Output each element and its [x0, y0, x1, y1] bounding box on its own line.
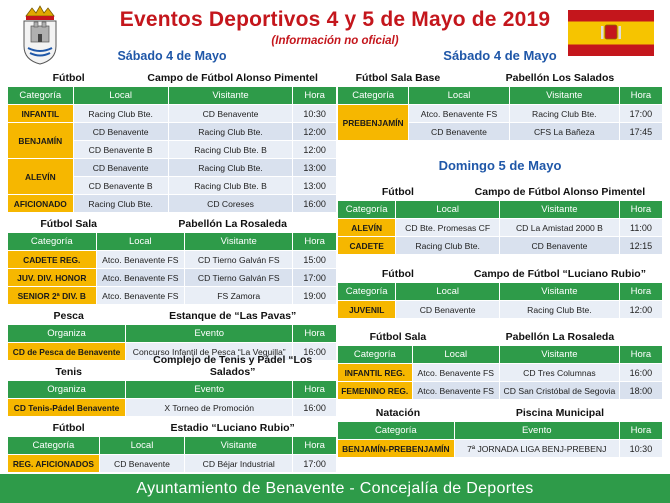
- away-team-cell: CD Béjar Industrial: [185, 455, 293, 472]
- table-header-row: [8, 233, 336, 250]
- column-header: Categoría: [8, 437, 100, 454]
- column-header: Visitante: [500, 283, 620, 300]
- section-venue: Estadio “Luciano Rubio”: [170, 422, 295, 434]
- column-header: Hora: [293, 381, 336, 398]
- time-cell: 12:00: [293, 141, 336, 158]
- time-cell: 17:45: [620, 123, 662, 140]
- column-header: Visitante: [500, 346, 620, 363]
- table-row: [338, 219, 662, 236]
- category-cell: INFANTIL: [8, 105, 74, 122]
- event-cell: Concurso Infantil de Pesca “La Veguilla”: [126, 343, 293, 360]
- away-team-cell: CD Tierno Galván FS: [185, 251, 293, 268]
- category-cell: JUV. DIV. HONOR: [8, 269, 97, 286]
- away-team-cell: CD La Amistad 2000 B: [500, 219, 620, 236]
- section-venue: Pabellón La Rosaleda: [505, 331, 615, 343]
- section-futbol-sala-rosaleda-sunday: [338, 326, 662, 400]
- section-sport: Fútbol: [381, 268, 414, 280]
- fixtures-table: [338, 282, 662, 319]
- time-cell: 19:00: [293, 287, 336, 304]
- column-header: Organiza: [8, 381, 126, 398]
- column-header: Hora: [620, 283, 662, 300]
- column-header: Local: [97, 233, 186, 250]
- date-heading: Sábado 4 de Mayo: [117, 49, 227, 63]
- date-heading: Domingo 5 de Mayo: [438, 158, 562, 173]
- section-futbol-alonso-pimentel: [8, 67, 336, 213]
- table-row: [8, 159, 336, 176]
- column-header: Evento: [126, 325, 293, 342]
- local-team-cell: CD Benavente: [100, 455, 185, 472]
- category-cell: ALEVÍN: [8, 159, 74, 194]
- category-cell: AFICIONADO: [8, 195, 74, 212]
- time-cell: 17:00: [293, 269, 336, 286]
- section-venue: Estanque de “Las Pavas”: [169, 310, 297, 322]
- section-venue: Pabellón La Rosaleda: [178, 218, 287, 230]
- table-row: [8, 287, 336, 304]
- time-cell: 18:00: [620, 382, 662, 399]
- time-cell: 12:00: [620, 301, 662, 318]
- local-team-cell: Atco. Benavente FS: [97, 269, 186, 286]
- page-title: Eventos Deportivos 4 y 5 de Mayo de 2019: [119, 8, 551, 31]
- time-cell: 16:00: [293, 343, 336, 360]
- table-row: [338, 301, 662, 318]
- table-header-row: [338, 87, 662, 104]
- category-cell: FEMENINO REG.: [338, 382, 413, 399]
- table-header-row: [8, 325, 336, 342]
- table-row: [8, 455, 336, 472]
- time-cell: 10:30: [293, 105, 336, 122]
- section-venue: Pabellón Los Salados: [505, 72, 615, 84]
- category-cell: SENIOR 2ª DIV. B: [8, 287, 97, 304]
- table-row: [8, 399, 336, 416]
- fixtures-table: [338, 86, 662, 141]
- column-header: Hora: [620, 87, 662, 104]
- column-header: Categoría: [338, 201, 396, 218]
- section-natacion: [338, 402, 662, 458]
- column-header: Categoría: [338, 346, 413, 363]
- column-header: Local: [100, 437, 185, 454]
- column-header: Evento: [455, 422, 620, 439]
- time-cell: 16:00: [293, 195, 336, 212]
- local-team-cell: CD Benavente B: [74, 141, 169, 158]
- category-cell: BENJAMÍN: [8, 123, 74, 158]
- time-cell: 17:00: [293, 455, 336, 472]
- away-team-cell: CD Tres Columnas: [500, 364, 620, 381]
- away-team-cell: CD Tierno Galván FS: [185, 269, 293, 286]
- table-row: [8, 195, 336, 212]
- section-venue: Complejo de Tenis y Pádel “Los Salados”: [153, 354, 313, 378]
- table-row: [338, 364, 662, 381]
- local-team-cell: CD Benavente B: [74, 177, 169, 194]
- table-row: [8, 269, 336, 286]
- column-header: Local: [413, 346, 500, 363]
- section-futbol-sala-base: [338, 67, 662, 141]
- organizer-cell: CD Tenis-Pádel Benavente: [8, 399, 126, 416]
- fixtures-table: [8, 86, 336, 213]
- section-futbol-luciano-rubio: [338, 263, 662, 319]
- table-header-row: [338, 422, 662, 439]
- column-header: Hora: [620, 201, 662, 218]
- local-team-cell: Atco. Benavente FS: [97, 251, 186, 268]
- section-sport: Fútbol: [52, 422, 85, 434]
- away-team-cell: Racing Club Bte. B: [169, 141, 294, 158]
- column-header: Hora: [620, 346, 662, 363]
- section-sport: Natación: [375, 407, 421, 419]
- column-header: Visitante: [500, 201, 620, 218]
- category-cell: CADETE REG.: [8, 251, 97, 268]
- time-cell: 16:00: [293, 399, 336, 416]
- section-venue: Campo de Fútbol Alonso Pimentel: [147, 72, 318, 84]
- page-subtitle: (Información no oficial): [271, 35, 399, 47]
- table-row: [338, 440, 662, 457]
- local-team-cell: Atco. Benavente FS: [413, 364, 500, 381]
- table-row: [338, 105, 662, 122]
- column-header: Hora: [620, 422, 662, 439]
- section-venue: Campo de Fútbol Alonso Pimentel: [474, 186, 646, 198]
- section-sport: Fútbol: [52, 72, 85, 84]
- category-cell: CADETE: [338, 237, 396, 254]
- time-cell: 17:00: [620, 105, 662, 122]
- column-header: Local: [74, 87, 169, 104]
- away-team-cell: CD Coreses: [169, 195, 294, 212]
- category-cell: REG. AFICIONADOS: [8, 455, 100, 472]
- time-cell: 11:00: [620, 219, 662, 236]
- local-team-cell: Racing Club Bte.: [396, 237, 500, 254]
- column-header: Visitante: [510, 87, 620, 104]
- local-team-cell: Racing Club Bte.: [74, 195, 169, 212]
- column-header: Visitante: [169, 87, 294, 104]
- time-cell: 12:15: [620, 237, 662, 254]
- table-header-row: [338, 283, 662, 300]
- column-header: Organiza: [8, 325, 126, 342]
- away-team-cell: CFS La Bañeza: [510, 123, 620, 140]
- section-venue: Piscina Municipal: [515, 407, 604, 419]
- local-team-cell: Atco. Benavente FS: [413, 382, 500, 399]
- category-cell: JUVENIL: [338, 301, 396, 318]
- section-futbol-sala-rosaleda: [8, 213, 336, 305]
- column-header: Hora: [293, 87, 336, 104]
- section-futbol-estadio: [8, 417, 336, 473]
- category-cell: INFANTIL REG.: [338, 364, 413, 381]
- fixtures-table: [338, 200, 662, 255]
- fixtures-table: [338, 345, 662, 400]
- category-cell: BENJAMÍN-PREBENJAMÍN: [338, 440, 455, 457]
- table-header-row: [8, 87, 336, 104]
- date-heading: Sábado 4 de Mayo: [443, 48, 557, 63]
- section-futbol-alonso-pimentel-sunday: [338, 181, 662, 255]
- table-header-row: [8, 381, 336, 398]
- column-header: Local: [409, 87, 509, 104]
- table-row: [8, 251, 336, 268]
- event-cell: 7ª JORNADA LIGA BENJ-PREBENJ: [455, 440, 620, 457]
- events-table: [338, 421, 662, 458]
- column-header: Categoría: [338, 87, 409, 104]
- section-venue: Campo de Fútbol “Luciano Rubio”: [473, 268, 646, 280]
- column-header: Categoría: [8, 87, 74, 104]
- section-sport: Fútbol Sala Base: [355, 72, 441, 84]
- table-row: [8, 123, 336, 140]
- away-team-cell: CD Benavente: [169, 105, 294, 122]
- local-team-cell: CD Bte. Promesas CF: [396, 219, 500, 236]
- section-pesca: [8, 305, 336, 361]
- fixtures-table: [8, 436, 336, 473]
- time-cell: 10:30: [620, 440, 662, 457]
- away-team-cell: CD Benavente: [500, 237, 620, 254]
- saturday-column: [8, 45, 336, 473]
- away-team-cell: Racing Club Bte. B: [169, 177, 294, 194]
- column-header: Categoría: [338, 422, 455, 439]
- local-team-cell: CD Benavente: [74, 123, 169, 140]
- table-row: [338, 382, 662, 399]
- column-header: Visitante: [185, 437, 293, 454]
- column-header: Hora: [293, 325, 336, 342]
- section-sport: Fútbol Sala: [40, 218, 97, 230]
- away-team-cell: Racing Club Bte.: [169, 123, 294, 140]
- column-header: Local: [396, 201, 500, 218]
- time-cell: 13:00: [293, 159, 336, 176]
- event-cell: X Torneo de Promoción: [126, 399, 293, 416]
- column-header: Local: [396, 283, 500, 300]
- column-header: Visitante: [185, 233, 293, 250]
- fixtures-table: [8, 232, 336, 305]
- footer-banner: Ayuntamiento de Benavente - Concejalía de Deportes: [0, 474, 670, 503]
- time-cell: 13:00: [293, 177, 336, 194]
- time-cell: 15:00: [293, 251, 336, 268]
- table-row: [338, 237, 662, 254]
- organizer-cell: CD de Pesca de Benavente: [8, 343, 126, 360]
- table-header-row: [338, 346, 662, 363]
- local-team-cell: CD Benavente: [409, 123, 509, 140]
- time-cell: 12:00: [293, 123, 336, 140]
- section-sport: Tenis: [55, 366, 82, 378]
- column-header: Categoría: [8, 233, 97, 250]
- local-team-cell: Atco. Benavente FS: [409, 105, 509, 122]
- away-team-cell: Racing Club Bte.: [500, 301, 620, 318]
- column-header: Evento: [126, 381, 293, 398]
- category-cell: PREBENJAMÍN: [338, 105, 409, 140]
- away-team-cell: CD San Cristóbal de Segovia: [500, 382, 620, 399]
- away-team-cell: Racing Club Bte.: [169, 159, 294, 176]
- category-cell: ALEVÍN: [338, 219, 396, 236]
- local-team-cell: CD Benavente: [74, 159, 169, 176]
- section-sport: Fútbol Sala: [369, 331, 427, 343]
- section-sport: Pesca: [53, 310, 84, 322]
- events-table: [8, 380, 336, 417]
- section-sport: Fútbol: [381, 186, 414, 198]
- local-team-cell: Racing Club Bte.: [74, 105, 169, 122]
- time-cell: 16:00: [620, 364, 662, 381]
- column-header: Hora: [293, 437, 336, 454]
- section-tenis: [8, 354, 336, 417]
- away-team-cell: FS Zamora: [185, 287, 293, 304]
- away-team-cell: Racing Club Bte.: [510, 105, 620, 122]
- column-header: Hora: [293, 233, 336, 250]
- local-team-cell: Atco. Benavente FS: [97, 287, 186, 304]
- table-header-row: [8, 437, 336, 454]
- column-header: Categoría: [338, 283, 396, 300]
- local-team-cell: CD Benavente: [396, 301, 500, 318]
- table-header-row: [338, 201, 662, 218]
- table-row: [8, 105, 336, 122]
- right-column: [338, 45, 662, 458]
